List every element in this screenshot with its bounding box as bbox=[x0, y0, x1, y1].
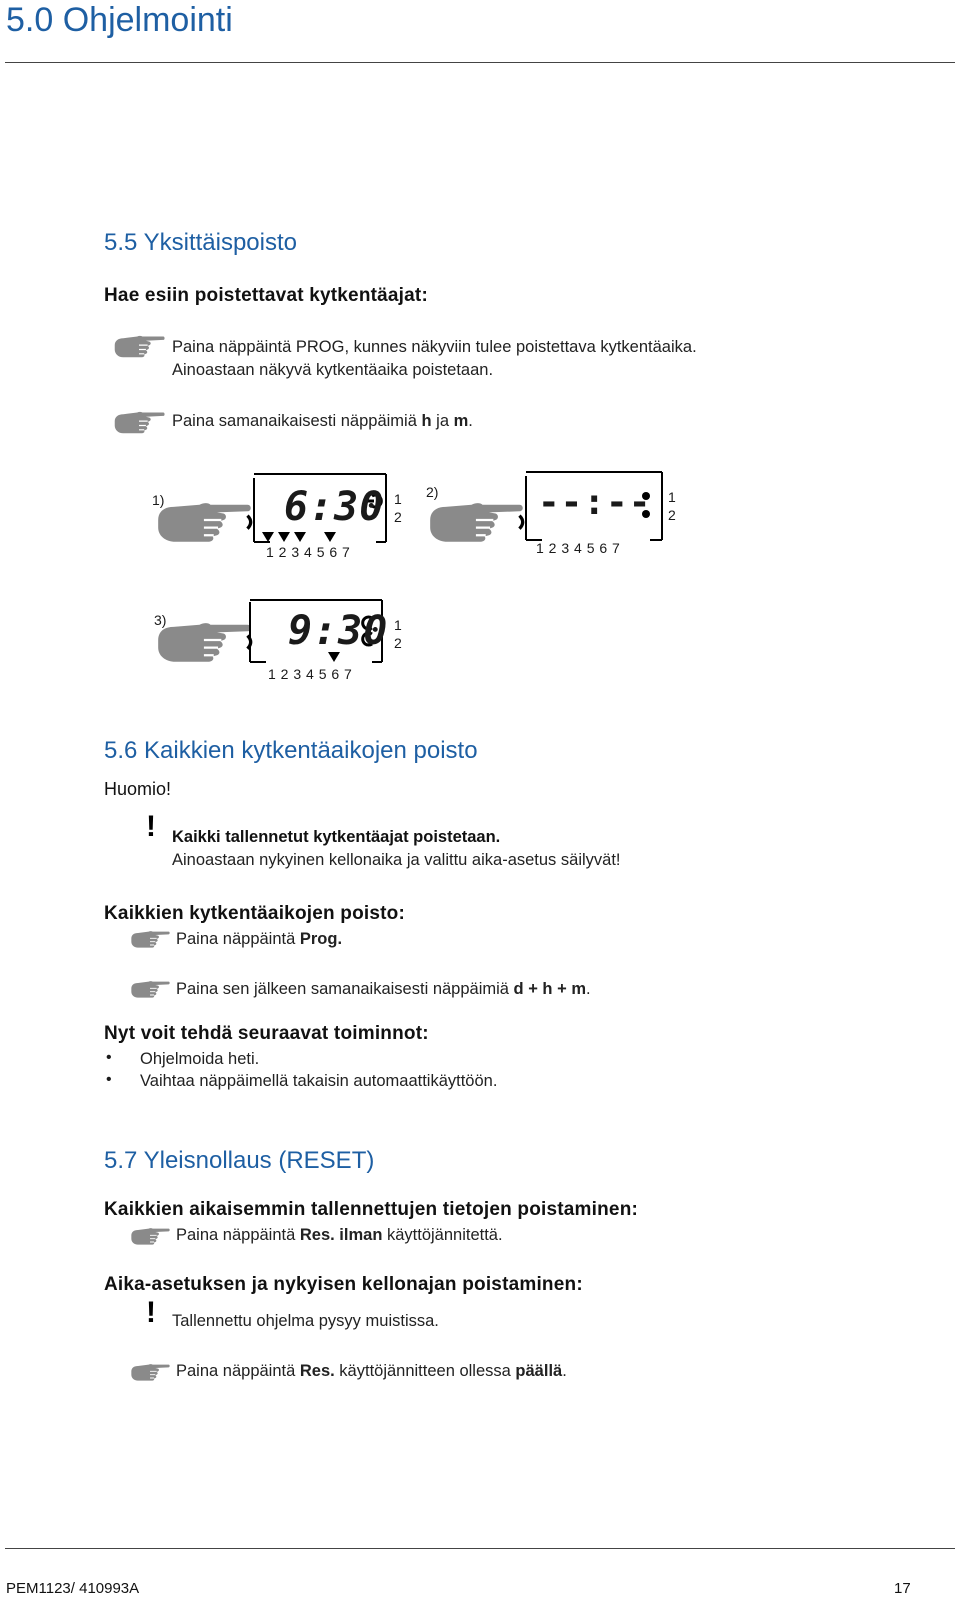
lcd-figure-1 bbox=[152, 470, 422, 570]
warning-text: Tallennettu ohjelma pysyy muistissa. bbox=[172, 1312, 439, 1330]
reset-subtitle-2: Aika-asetuksen ja nykyisen kellonajan poistaminen: bbox=[104, 1274, 583, 1295]
day-labels: 1 2 3 4 5 6 7 bbox=[536, 540, 621, 556]
day-labels: 1 2 3 4 5 6 7 bbox=[268, 666, 353, 682]
note-label: Huomio! bbox=[104, 779, 172, 799]
step-text: Paina näppäintä PROG, kunnes näkyviin tulee poistettava kytkentäaika. Ainoastaan näkyvä kytkentäaika poistetaan. bbox=[172, 338, 697, 379]
list-item: Ohjelmoida heti. bbox=[140, 1050, 260, 1068]
warning-text: Kaikki tallennetut kytkentäajat poistetaan. Ainoastaan nykyinen kellonaika ja valittu aika-asetus säilyvät! bbox=[172, 828, 621, 869]
pointing-hand-icon bbox=[130, 929, 170, 949]
channel-labels: 1 2 bbox=[668, 489, 676, 523]
step-text: Paina samanaikaisesti näppäimiä h ja m. bbox=[172, 412, 473, 430]
figure-label: 2) bbox=[426, 484, 439, 500]
lcd-time: 6:30 bbox=[284, 484, 385, 530]
lcd-figure-3 bbox=[152, 596, 422, 696]
pointing-hand-icon bbox=[156, 496, 254, 544]
page-number: 17 bbox=[894, 1580, 911, 1597]
channel-labels: 1 2 bbox=[394, 491, 402, 525]
header-divider bbox=[5, 62, 955, 63]
figure-label: 1) bbox=[152, 492, 165, 508]
list-item: Vaihtaa näppäimellä takaisin automaattikäyttöön. bbox=[140, 1072, 498, 1090]
step-text: Paina näppäintä Res. käyttöjännitteen ollessa päällä. bbox=[176, 1362, 567, 1380]
figure-label: 3) bbox=[154, 612, 167, 628]
lcd-figure-2 bbox=[424, 468, 694, 568]
section-5-7-title: 5.7 Yleisnollaus (RESET) bbox=[104, 1147, 375, 1174]
lcd-time: --:-- bbox=[538, 482, 652, 523]
channel-labels: 1 2 bbox=[394, 617, 402, 651]
pointing-hand-icon bbox=[130, 979, 170, 999]
next-actions-title: Nyt voit tehdä seuraavat toiminnot: bbox=[104, 1023, 429, 1044]
document-id: PEM1123/ 410993A bbox=[6, 1580, 140, 1597]
pointing-hand-icon bbox=[130, 1362, 170, 1382]
section-5-5-title: 5.5 Yksittäispoisto bbox=[104, 229, 297, 256]
pointing-hand-icon bbox=[130, 1226, 170, 1246]
pointing-hand-icon bbox=[112, 333, 166, 359]
step-text: Paina näppäintä Res. ilman käyttöjännitettä. bbox=[176, 1226, 503, 1244]
delete-all-subtitle: Kaikkien kytkentäaikojen poisto: bbox=[104, 903, 405, 924]
lcd-time: 9:30 bbox=[288, 608, 389, 654]
day-labels: 1 2 3 4 5 6 7 bbox=[266, 544, 351, 560]
bullet-icon: • bbox=[106, 1049, 112, 1066]
pointing-hand-icon bbox=[428, 496, 526, 544]
pointing-hand-icon bbox=[112, 409, 166, 435]
bullet-icon: • bbox=[106, 1071, 112, 1088]
step-text: Paina sen jälkeen samanaikaisesti näppäimiä d + h + m. bbox=[176, 980, 591, 998]
page-title: 5.0 Ohjelmointi bbox=[6, 1, 233, 39]
warning-exclamation-icon: ! bbox=[146, 1296, 156, 1329]
section-5-6-title: 5.6 Kaikkien kytkentäaikojen poisto bbox=[104, 737, 478, 764]
section-5-5-subtitle: Hae esiin poistettavat kytkentäajat: bbox=[104, 285, 428, 306]
footer-divider bbox=[5, 1548, 955, 1549]
pointing-hand-icon bbox=[156, 616, 254, 664]
reset-subtitle-1: Kaikkien aikaisemmin tallennettujen tietojen poistaminen: bbox=[104, 1199, 639, 1220]
step-text: Paina näppäintä Prog. bbox=[176, 930, 343, 948]
warning-exclamation-icon: ! bbox=[146, 810, 156, 843]
